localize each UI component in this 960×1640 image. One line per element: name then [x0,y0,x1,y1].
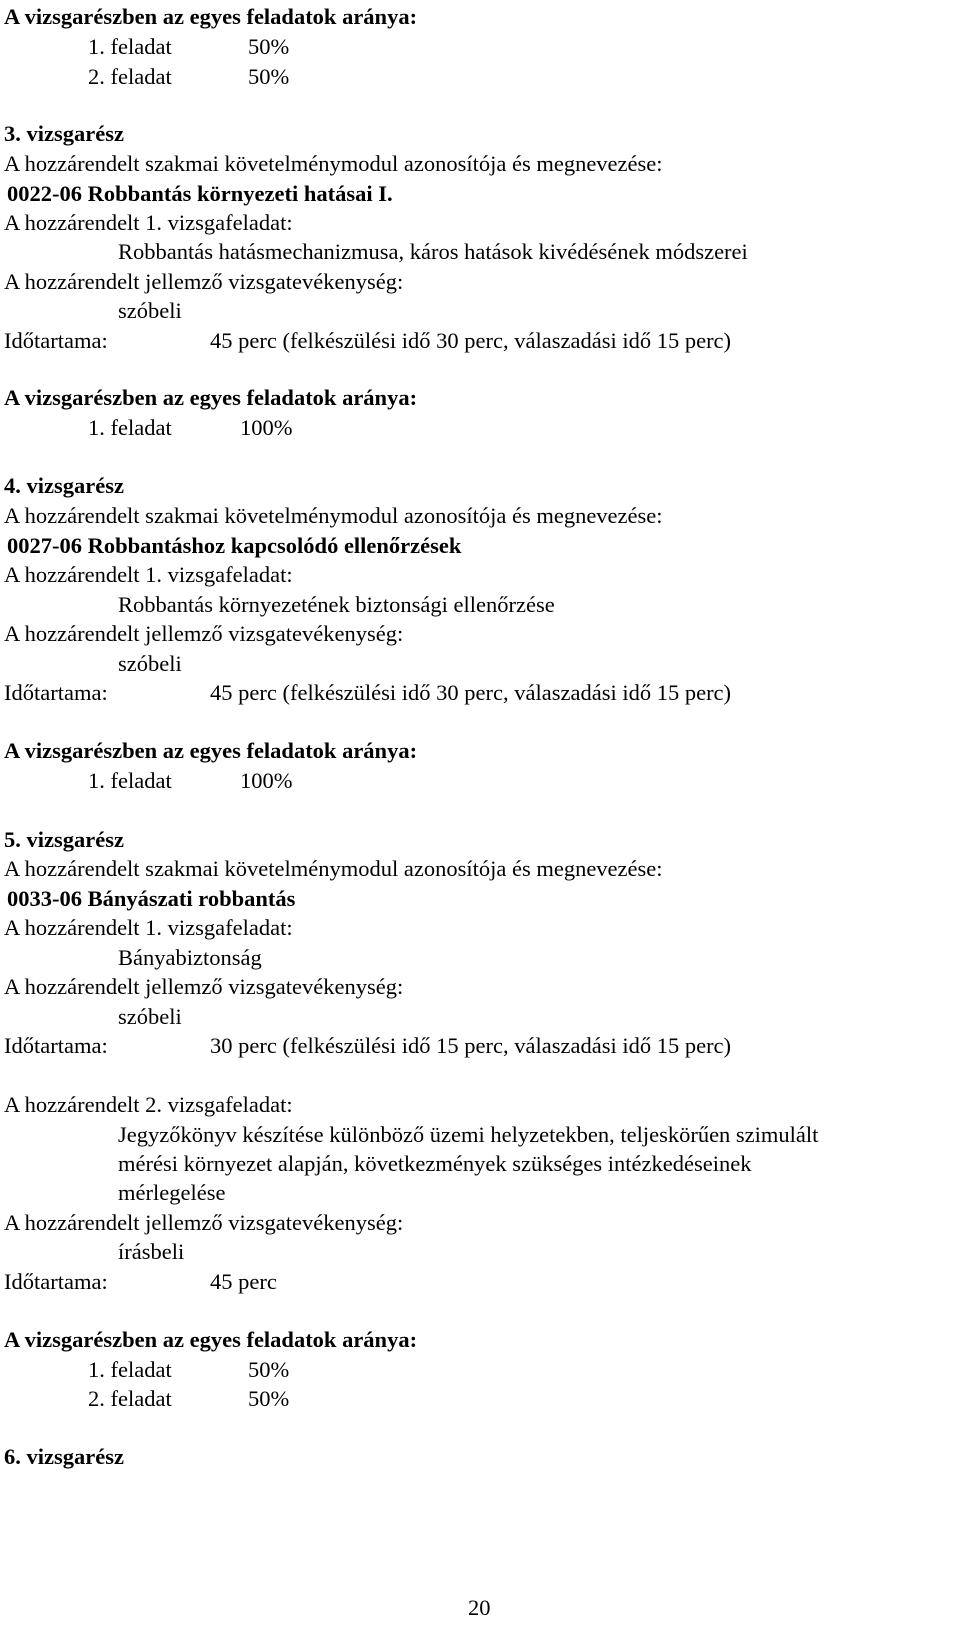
activity-label: A hozzárendelt jellemző vizsgatevékenység: [4,269,404,294]
module-name: 0033-06 Bányászati robbantás [7,886,296,911]
task-description-line: mérlegelése [118,1180,226,1205]
task-percent: 50% [248,34,290,59]
activity-type: szóbeli [118,1004,182,1029]
task-label: 1. feladat [88,34,172,59]
duration-label: Időtartama: [4,1269,108,1294]
module-name: 0022-06 Robbantás környezeti hatásai I. [7,181,393,206]
module-name: 0027-06 Robbantáshoz kapcsolódó ellenőrzések [7,533,462,558]
task-assign-label: A hozzárendelt 1. vizsgafeladat: [4,562,293,587]
duration-value: 45 perc (felkészülési idő 30 perc, válaszadási idő 15 perc) [210,328,732,353]
task-label: 1. feladat [88,1357,172,1382]
task-description-line: Jegyzőkönyv készítése különböző üzemi helyzetekben, teljeskörűen szimulált [118,1122,819,1147]
task-label: 1. feladat [88,415,172,440]
duration-label: Időtartama: [4,328,108,353]
module-label: A hozzárendelt szakmai követelménymodul azonosítója és megnevezése: [4,151,663,176]
duration-value: 30 perc (felkészülési idő 15 perc, válaszadási idő 15 perc) [210,1033,732,1058]
task-description: Robbantás környezetének biztonsági ellenőrzése [118,592,555,617]
task-label: 2. feladat [88,64,172,89]
task-assign-label: A hozzárendelt 2. vizsgafeladat: [4,1092,293,1117]
task-percent: 100% [240,768,293,793]
activity-label: A hozzárendelt jellemző vizsgatevékenység: [4,1210,404,1235]
task-description: Robbantás hatásmechanizmusa, káros hatások kivédésének módszerei [118,239,748,264]
part-title: 6. vizsgarész [4,1444,124,1469]
activity-label: A hozzárendelt jellemző vizsgatevékenység: [4,974,404,999]
task-assign-label: A hozzárendelt 1. vizsgafeladat: [4,210,293,235]
duration-label: Időtartama: [4,680,108,705]
task-label: 2. feladat [88,1386,172,1411]
task-description-line: mérési környezet alapján, következmények szükséges intézkedéseinek [118,1151,752,1176]
activity-type: írásbeli [118,1239,185,1264]
part-title: 5. vizsgarész [4,827,124,852]
task-percent: 50% [248,1386,290,1411]
part-title: 3. vizsgarész [4,121,124,146]
activity-type: szóbeli [118,298,182,323]
activity-label: A hozzárendelt jellemző vizsgatevékenység: [4,621,404,646]
module-label: A hozzárendelt szakmai követelménymodul azonosítója és megnevezése: [4,856,663,881]
task-description: Bányabiztonság [118,945,262,970]
part-title: 4. vizsgarész [4,473,124,498]
ratio-heading: A vizsgarészben az egyes feladatok aránya: [4,1327,418,1352]
module-label: A hozzárendelt szakmai követelménymodul azonosítója és megnevezése: [4,503,663,528]
ratio-heading: A vizsgarészben az egyes feladatok aránya: [4,385,418,410]
task-percent: 100% [240,415,293,440]
task-label: 1. feladat [88,768,172,793]
ratio-heading: A vizsgarészben az egyes feladatok aránya: [4,4,418,29]
duration-label: Időtartama: [4,1033,108,1058]
task-percent: 50% [248,1357,290,1382]
duration-value: 45 perc (felkészülési idő 30 perc, válaszadási idő 15 perc) [210,680,732,705]
task-assign-label: A hozzárendelt 1. vizsgafeladat: [4,915,293,940]
ratio-heading: A vizsgarészben az egyes feladatok aránya: [4,738,418,763]
duration-value: 45 perc [210,1269,277,1294]
activity-type: szóbeli [118,651,182,676]
task-percent: 50% [248,64,290,89]
page-number: 20 [468,1595,491,1620]
